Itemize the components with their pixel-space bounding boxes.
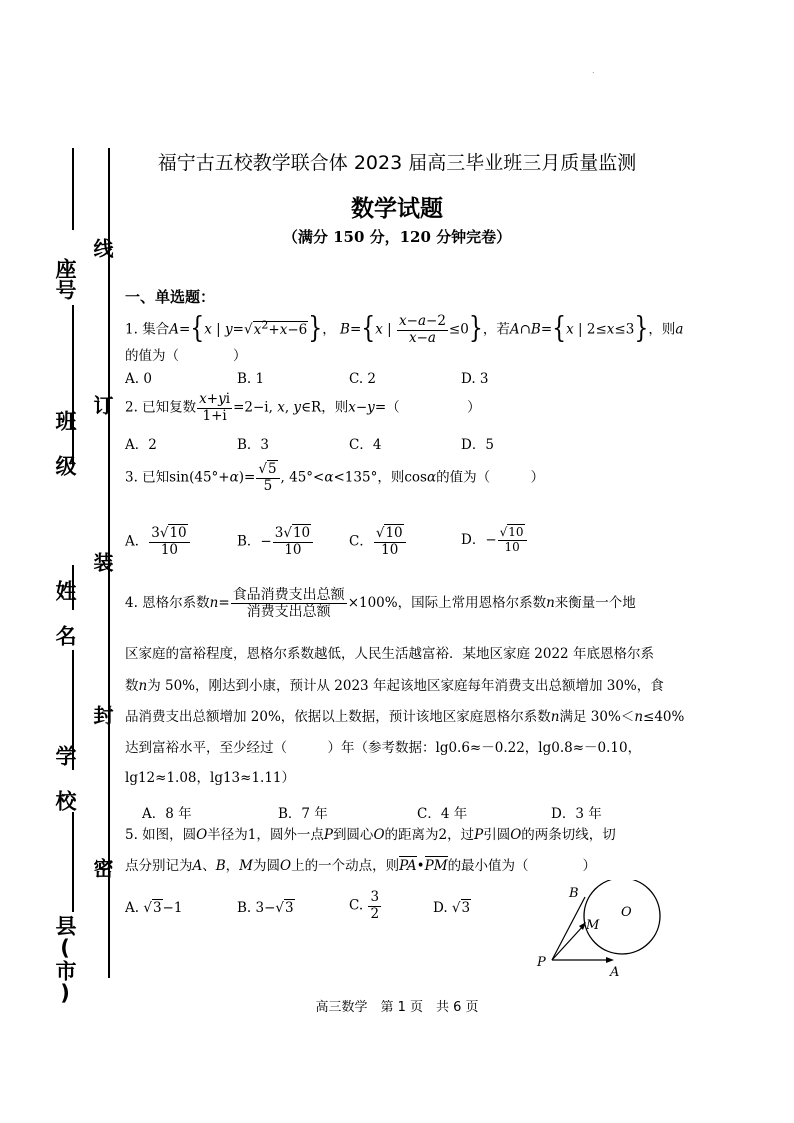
q5-option-b[interactable]: B. 3−√3 bbox=[237, 900, 294, 916]
label-b: B bbox=[569, 886, 579, 901]
q5-option-c[interactable]: C. $\frac{3}{2}$ bbox=[349, 889, 380, 922]
q1-option-d[interactable]: D. 3 bbox=[461, 371, 489, 387]
label-o: O bbox=[621, 905, 632, 920]
q1-option-c[interactable]: C. 2 bbox=[349, 371, 377, 387]
question-4: 4. 恩格尔系数n= $\frac{\text{食品消费支出总额}}{\text{消费支出总额}}$ ×100%，国际上常用恩格尔系数n来衡量一个地 bbox=[125, 587, 636, 621]
q4-line3: 数n为 50%，刚达到小康，预计从 2023 年起该地区家庭每年消费支出总额增加 30%，食 bbox=[125, 678, 664, 694]
label-m: M bbox=[586, 918, 600, 933]
q4-option-d[interactable]: D．3 年 bbox=[551, 806, 602, 822]
class-label: 班 级 bbox=[53, 410, 77, 476]
q4-option-c[interactable]: C．4 年 bbox=[417, 806, 468, 822]
county-label: 县(市) bbox=[53, 915, 77, 1005]
section-heading: 一、单选题： bbox=[125, 288, 216, 306]
label-a: A bbox=[610, 965, 620, 980]
exam-subtitle: （满分 150 分，120 分钟完卷） bbox=[282, 228, 512, 246]
binding-char-ding: 订 bbox=[90, 395, 114, 415]
q5-option-a[interactable]: A. √3−1 bbox=[125, 900, 183, 916]
binding-line-5 bbox=[72, 812, 74, 912]
q5-figure bbox=[530, 880, 670, 980]
binding-char-zhuang: 装 bbox=[90, 552, 114, 572]
q4-line6: lg12≈1.08，lg13≈1.11） bbox=[125, 770, 296, 786]
question-1-line2: 的值为（ ） bbox=[125, 348, 247, 364]
q2-option-b[interactable]: B．3 bbox=[237, 437, 270, 453]
q4-option-a[interactable]: A．8 年 bbox=[142, 806, 192, 822]
arrow-a bbox=[606, 957, 614, 963]
name-label: 姓 名 bbox=[53, 580, 77, 646]
binding-char-mi: 密 bbox=[90, 858, 114, 878]
q4-line4: 品消费支出总额增加 20%，依据以上数据，预计该地区家庭恩格尔系数n满足 30%＜n≤40% bbox=[125, 709, 685, 725]
page-title: 数学试题 bbox=[351, 196, 443, 222]
page-footer: 高三数学 第 1 页 共 6 页 bbox=[315, 1000, 479, 1015]
corner-mark: . bbox=[592, 66, 595, 75]
q3-option-c[interactable]: C． $\frac{√10}{10}$ bbox=[349, 526, 407, 558]
q5-line2: 点分别记为A、B，M为圆O上的一个动点，则PA•PM的最小值为（ ） bbox=[125, 858, 597, 874]
seat-number-label: 座号 bbox=[53, 258, 77, 300]
q1-option-b[interactable]: B. 1 bbox=[237, 371, 265, 387]
q4-option-b[interactable]: B．7 年 bbox=[278, 806, 328, 822]
binding-char-feng: 封 bbox=[90, 705, 114, 725]
q4-line5: 达到富裕水平，至少经过（ ）年（参考数据：lg0.6≈－0.22，lg0.8≈－0.10， bbox=[125, 740, 642, 756]
question-3: 3. 已知sin(45°+α)= $\frac{√5}{5}$ , 45°<α<135°，则cosα的值为（ ） bbox=[125, 461, 545, 494]
school-label: 学 校 bbox=[53, 745, 77, 811]
q3-option-d[interactable]: D．− $\frac{√10}{10}$ bbox=[461, 526, 528, 555]
q3-option-b[interactable]: B．− $\frac{3√10}{10}$ bbox=[237, 526, 314, 558]
binding-char-xian: 线 bbox=[90, 238, 114, 258]
label-p: P bbox=[537, 955, 546, 970]
question-5: 5. 如图，圆O半径为1，圆外一点P到圆心O的距离为2，过P引圆O的两条切线，切 bbox=[125, 827, 616, 843]
q2-option-a[interactable]: A．2 bbox=[125, 437, 157, 453]
question-1: 1. 集合A={x | $y=√x^2+x-6$}， B={x | $\frac{x-a-2}{x-a}$ ≤0}，若A∩B={x | 2≤x≤3}，则a bbox=[125, 312, 684, 346]
q1-option-a[interactable]: A. 0 bbox=[125, 371, 152, 387]
q4-line2: 区家庭的富裕程度，恩格尔系数越低，人民生活越富裕．某地区家庭 2022 年底恩格尔系 bbox=[125, 646, 654, 662]
q3-option-a[interactable]: A． $\frac{3√10}{10}$ bbox=[125, 526, 191, 558]
q2-option-d[interactable]: D．5 bbox=[461, 437, 494, 453]
question-2: 2. 已知复数 $\frac{x+yi}{1+i}$ =2−i, x, y∈R，则x−y=（ ） bbox=[125, 391, 481, 424]
exam-header: 福宁古五校教学联合体 2023 届高三毕业班三月质量监测 bbox=[157, 152, 637, 174]
q2-option-c[interactable]: C．4 bbox=[349, 437, 382, 453]
q5-option-d[interactable]: D. √3 bbox=[433, 900, 471, 916]
